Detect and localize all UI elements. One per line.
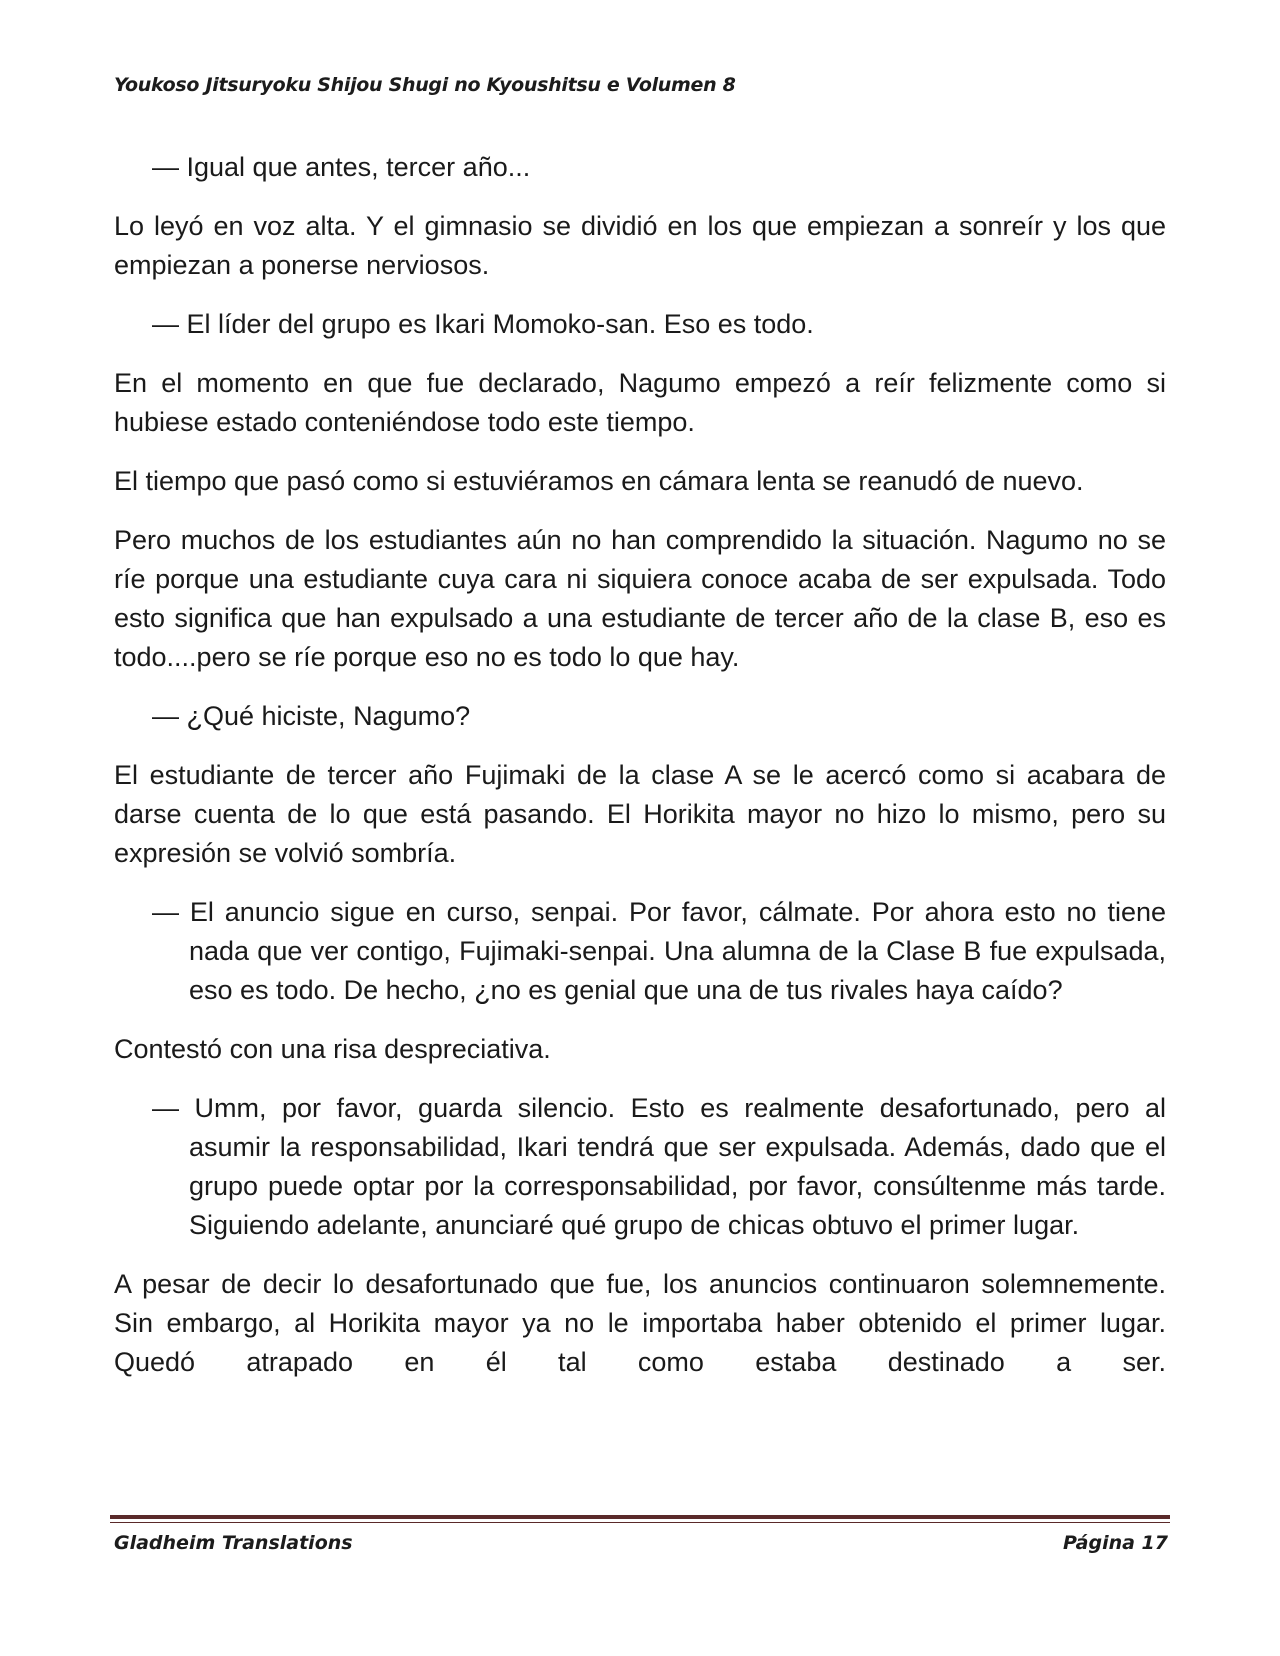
- narrative-paragraph: En el momento en que fue declarado, Nagumo empezó a reír felizmente como si hubiese estado conteniéndose todo este tiempo.: [114, 368, 1166, 437]
- dialogue-paragraph: — El líder del grupo es Ikari Momoko-san. Eso es todo.: [152, 309, 814, 339]
- narrative-paragraph: Lo leyó en voz alta. Y el gimnasio se dividió en los que empiezan a sonreír y los que empiezan a ponerse nerviosos.: [114, 211, 1166, 280]
- running-header: Youkoso Jitsuryoku Shijou Shugi no Kyoushitsu e Volumen 8: [114, 74, 736, 96]
- footer-divider: [110, 1515, 1170, 1519]
- dialogue-paragraph: — Igual que antes, tercer año...: [152, 152, 531, 182]
- footer-publisher: Gladheim Translations: [114, 1532, 353, 1554]
- footer-divider-thin: [110, 1522, 1170, 1523]
- dialogue-paragraph: — Umm, por favor, guarda silencio. Esto es realmente desafortunado, pero al asumir la responsabilidad, Ikari tendrá que ser expulsada. Además, dado que el grupo puede optar por la corresponsabilidad, por favor, consúltenme más tarde. Siguiendo adelante, anunciaré qué grupo de chicas obtuvo el primer lugar.: [152, 1093, 1166, 1240]
- narrative-paragraph: El tiempo que pasó como si estuviéramos en cámara lenta se reanudó de nuevo.: [114, 466, 1084, 496]
- narrative-paragraph: Pero muchos de los estudiantes aún no han comprendido la situación. Nagumo no se ríe porque una estudiante cuya cara ni siquiera conoce acaba de ser expulsada. Todo esto significa que han expulsado a una estudiante de tercer año de la clase B, eso es todo....pero se ríe porque eso no es todo lo que hay.: [114, 525, 1166, 672]
- footer-page-number: Página 17: [1062, 1532, 1168, 1554]
- narrative-paragraph: Contestó con una risa despreciativa.: [114, 1034, 551, 1064]
- dialogue-paragraph: — El anuncio sigue en curso, senpai. Por favor, cálmate. Por ahora esto no tiene nada que ver contigo, Fujimaki-senpai. Una alumna de la Clase B fue expulsada, eso es todo. De hecho, ¿no es genial que una de tus rivales haya caído?: [152, 897, 1166, 1005]
- dialogue-paragraph: — ¿Qué hiciste, Nagumo?: [152, 701, 471, 731]
- narrative-paragraph: El estudiante de tercer año Fujimaki de la clase A se le acercó como si acabara de darse cuenta de lo que está pasando. El Horikita mayor no hizo lo mismo, pero su expresión se volvió sombría.: [114, 760, 1166, 868]
- page-body: [114, 148, 1166, 1402]
- narrative-paragraph: A pesar de decir lo desafortunado que fue, los anuncios continuaron solemnemente. Sin embargo, al Horikita mayor ya no le importaba haber obtenido el primer lugar. Quedó atrapado en él tal como estaba destinado a ser.: [114, 1269, 1166, 1377]
